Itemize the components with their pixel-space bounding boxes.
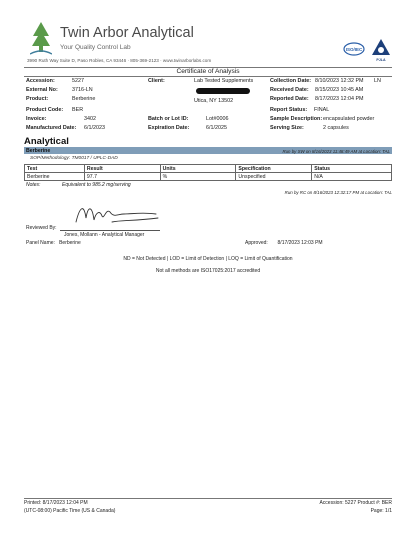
manufactured-date-label: Manufactured Date: — [26, 125, 77, 131]
cell-units: % — [160, 173, 236, 181]
certificate-title: Certificate of Analysis — [176, 68, 240, 75]
signature-image — [72, 202, 162, 228]
expiration-date-value: 6/1/2025 — [206, 125, 227, 131]
column-header-result: Result — [84, 165, 160, 173]
invoice-label: Invoice: — [26, 116, 47, 122]
external-no-label: External No: — [26, 87, 58, 93]
footer-timezone: (UTC-08:00) Pacific Time (US & Canada) — [24, 508, 116, 514]
cell-specification: Unspecified — [236, 173, 312, 181]
client-label: Client: — [148, 78, 165, 84]
batch-lot-value: Lot#0006 — [206, 116, 229, 122]
approved-label: Approved: — [245, 240, 268, 246]
product-code-label: Product Code: — [26, 107, 64, 113]
accession-label: Accession: — [26, 78, 55, 84]
collection-date-value: 8/10/2023 12:32 PM — [315, 78, 364, 84]
abbreviation-legend: ND = Not Detected | LOD = Limit of Detection | LOQ = Limit of Quantification — [123, 256, 293, 262]
tree-logo-icon — [30, 22, 52, 56]
collection-suffix: LN — [374, 78, 381, 84]
reported-date-value: 8/17/2023 12:04 PM — [315, 96, 364, 102]
results-header-row — [25, 165, 392, 173]
footer-divider — [24, 498, 392, 499]
approved — [245, 240, 323, 246]
reported-date-label: Reported Date: — [270, 96, 309, 102]
results-table — [24, 164, 392, 181]
footer-printed: Printed: 8/17/2023 12:04 PM — [24, 500, 88, 506]
column-header-status: Status — [312, 165, 392, 173]
received-date-value: 8/15/2023 10:45 AM — [315, 87, 364, 93]
product-value: Berberine — [72, 96, 96, 102]
cell-test: Berberine — [25, 173, 85, 181]
external-no-value: 3716-LN — [72, 87, 93, 93]
approved-value: 8/17/2023 12:03 PM — [277, 240, 323, 246]
reviewed-by-label: Reviewed By: — [26, 225, 57, 231]
batch-lot-label: Batch or Lot ID: — [148, 116, 189, 122]
pjla-accreditation-icon — [371, 38, 391, 62]
client-value: Lab Tested Supplements — [194, 78, 254, 84]
footer-accession-product: Accession: 5227 Product #: BER — [319, 500, 392, 506]
sample-description-value: encapsulated powder — [323, 116, 375, 122]
notes-label: Notes: — [26, 182, 41, 188]
company-address: 3990 Ruth Way Suite D, Paso Robles, CA 93446 · 805-369-2123 · www.twinarborlabs.com — [27, 58, 212, 63]
signature-line — [60, 230, 160, 231]
accession-value: 5227 — [72, 78, 84, 84]
collection-date-label: Collection Date: — [270, 78, 312, 84]
redaction-bar — [196, 88, 250, 94]
title-divider — [24, 76, 392, 77]
footer-page-number: Page: 1/1 — [370, 508, 392, 514]
serving-size-label: Serving Size: — [270, 125, 304, 131]
sample-description-label: Sample Description: — [270, 116, 323, 122]
section-title-analytical: Analytical — [24, 136, 69, 147]
reviewer-name: Jones, Mollann - Analytical Manager — [64, 232, 145, 238]
cell-status: N/A — [312, 173, 392, 181]
column-header-test: Test — [25, 165, 85, 173]
serving-size-value: 2 capsules — [323, 125, 349, 131]
expiration-date-label: Expiration Date: — [148, 125, 190, 131]
panel-run-info: Run by SW on 8/16/2023 11:48:49 AM at Location: TAL — [282, 148, 390, 154]
panel-name — [26, 240, 81, 246]
product-label: Product: — [26, 96, 49, 102]
panel-header-name: Berberine — [26, 148, 51, 154]
run-info-secondary: Run by RC on 8/16/2023 12:32:17 PM at Location: TAL — [284, 190, 392, 195]
company-name: Twin Arbor Analytical — [60, 25, 194, 41]
report-status-value: FINAL — [314, 107, 330, 113]
manufactured-date-value: 6/1/2023 — [84, 125, 105, 131]
product-code-value: BER — [72, 107, 84, 113]
client-city: Utica, NY 13502 — [194, 98, 234, 104]
sop-methodology: SOP/Methodology: TM0017 / UPLC-DAD — [30, 156, 118, 161]
iso-accreditation-icon — [342, 41, 366, 59]
table-row — [25, 173, 392, 181]
notes-text: Equivalent to 985.2 mg/serving — [62, 182, 131, 188]
iso-badge-text: ISO/IEC — [345, 47, 363, 52]
column-header-units: Units — [160, 165, 236, 173]
company-tagline: Your Quality Control Lab — [60, 44, 131, 51]
cell-result: 97.7 — [84, 173, 160, 181]
received-date-label: Received Date: — [270, 87, 309, 93]
column-header-specification: Specification — [236, 165, 312, 173]
panel-name-value: Berberine — [59, 240, 81, 246]
pjla-badge-text: PJLA — [376, 58, 386, 62]
report-status-label: Report Status: — [270, 107, 308, 113]
invoice-value: 3402 — [84, 116, 96, 122]
accreditation-note: Not all methods are ISO17025:2017 accredited — [155, 268, 261, 274]
panel-name-label: Panel Name: — [26, 240, 55, 246]
